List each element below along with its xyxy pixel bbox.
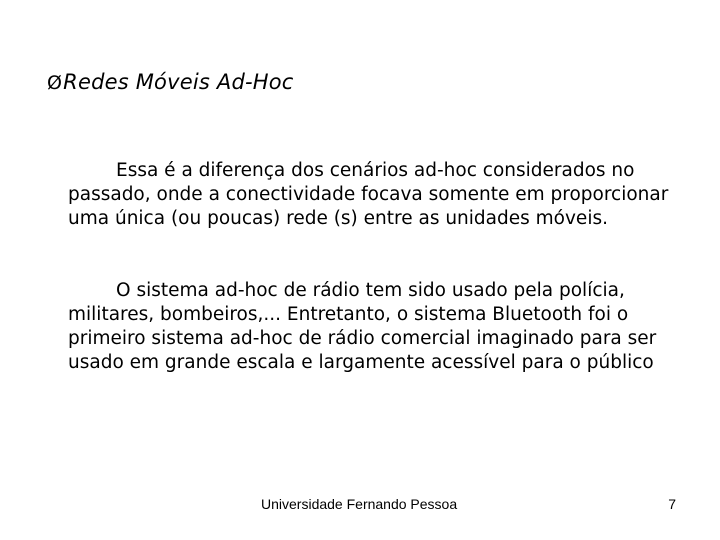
slide-title — [47, 70, 294, 94]
paragraph-2: O sistema ad-hoc de rádio tem sido usado pela polícia, militares, bombeiros,... Entretanto, o sistema Bluetooth foi o primeiro sistema ad-hoc de rádio comercial imaginado para ser usado em grande escala e largamente acessível para o público — [68, 280, 657, 373]
paragraph-1: Essa é a diferença dos cenários ad-hoc considerados no passado, onde a conectividade focava somente em proporcionar uma única (ou poucas) rede (s) entre as unidades móveis. — [68, 160, 669, 229]
arrow-bullet-icon: Ø — [47, 72, 63, 94]
page-number: 7 — [668, 496, 676, 512]
footer-source: Universidade Fernando Pessoa — [261, 496, 458, 512]
slide-title-text: Redes Móveis Ad-Hoc — [63, 70, 294, 94]
